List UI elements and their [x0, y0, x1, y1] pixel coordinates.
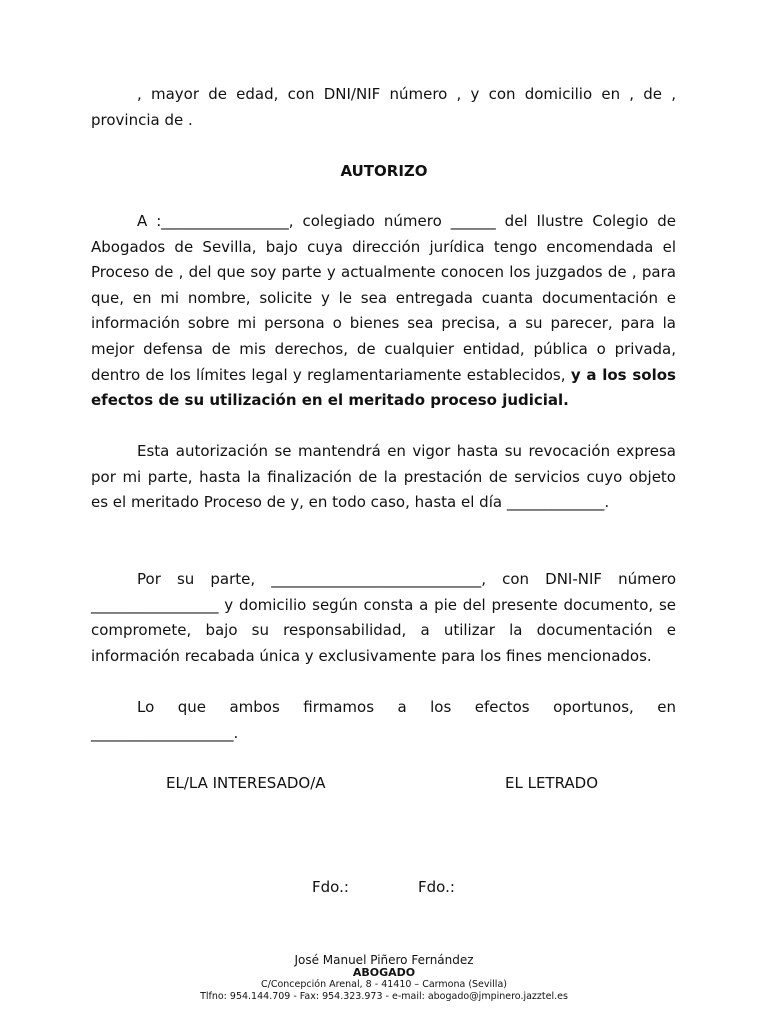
letterhead-footer [0, 953, 768, 1003]
authorization-paragraph [91, 209, 676, 414]
intro-paragraph: , mayor de edad, con DNI/NIF número , y con domicilio en , de , provincia de . [91, 85, 676, 129]
footer-role: ABOGADO [352, 966, 416, 979]
authorization-text: A :_________________, colegiado número ______ del Ilustre Colegio de Abogados de Sevilla, bajo cuya dirección jurídica tengo encomendada el Proceso de , del que soy parte y actualmente conocen los juzgados de , para que, en mi nombre, solicite y le sea entregada cuanta documentación e información sobre mi persona o bienes sea precisa, a su parecer, para la mejor defensa de mis derechos, de cualquier entidad, pública o privada, dentro de los límites legal y reglamentariamente establecidos, [91, 212, 676, 384]
heading-autorizo: AUTORIZO [340, 162, 428, 180]
footer-address: C/Concepción Arenal, 8 - 41410 – Carmona (Sevilla) [261, 979, 507, 990]
authorization-bold-text: y a los solos efectos de su utilización en el meritado proceso judicial. [91, 365, 676, 410]
footer-name: José Manuel Piñero Fernández [294, 953, 474, 967]
commitment-paragraph: Por su parte, ____________________________, con DNI-NIF número _________________ y domicilio según consta a pie del presente documento, se compromete, bajo su responsabilidad, a utilizar la documentación e información recabada única y exclusivamente para los fines mencionados. [91, 570, 676, 665]
signature-label-interesado: EL/LA INTERESADO/A [166, 774, 326, 792]
fdo-right: Fdo.: [418, 878, 455, 896]
fdo-left: Fdo.: [312, 878, 349, 896]
signature-label-letrado: EL LETRADO [505, 774, 599, 792]
validity-paragraph: Esta autorización se mantendrá en vigor hasta su revocación expresa por mi parte, hasta la finalización de la prestación de servicios cuyo objeto es el meritado Proceso de y, en todo caso, hasta el día _____________. [91, 442, 676, 512]
footer-contact: Tlfno: 954.144.709 - Fax: 954.323.973 - e-mail: abogado@jmpinero.jazztel.es [200, 991, 568, 1002]
signing-paragraph: Lo que ambos firmamos a los efectos oportunos, en ___________________. [91, 698, 676, 742]
